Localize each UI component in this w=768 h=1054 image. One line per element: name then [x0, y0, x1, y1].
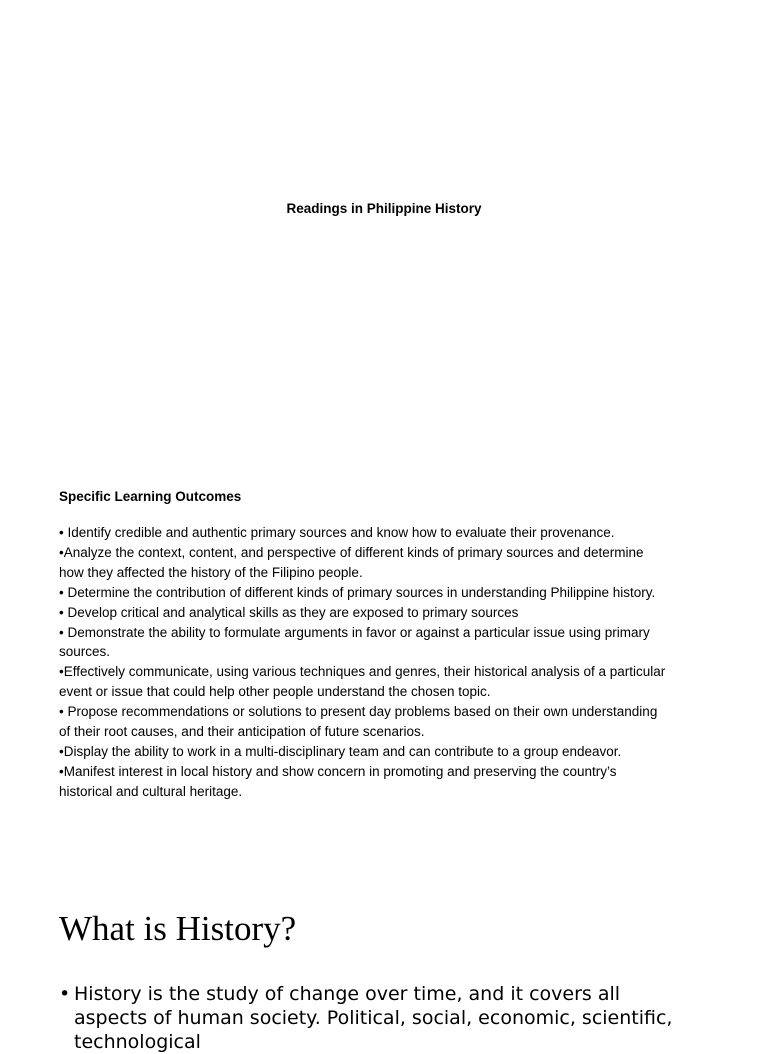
outcome-item: •Display the ability to work in a multi-disciplinary team and can contribute to a group endeavor.: [59, 743, 622, 759]
outcome-item: •Analyze the context, content, and perspective of different kinds of primary sources and determine how they affected the history of the Filipino people.: [59, 544, 644, 580]
document-title: Readings in Philippine History: [286, 201, 482, 216]
bullet-icon: •: [59, 983, 71, 1005]
section-heading: What is History?: [59, 909, 297, 948]
outcome-item: •Effectively communicate, using various techniques and genres, their historical analysis of a particular event or issue that could help other people understand the chosen topic.: [59, 664, 666, 700]
history-bullet-list: [59, 982, 699, 1054]
outcomes-heading: Specific Learning Outcomes: [59, 489, 242, 504]
history-bullet-item: [59, 982, 699, 1054]
outcomes-list: [59, 523, 719, 802]
outcome-item: • Identify credible and authentic primary sources and know how to evaluate their provenance.: [59, 525, 615, 540]
outcome-item: • Determine the contribution of different kinds of primary sources in understanding Philippine history.: [59, 584, 656, 600]
history-bullet-text: History is the study of change over time, and it covers all aspects of human society. Political, social, economic, scientific, technological: [74, 983, 673, 1053]
outcome-item: •Manifest interest in local history and show concern in promoting and preserving the country’s historical and cultural heritage.: [59, 763, 617, 799]
outcome-item: • Develop critical and analytical skills as they are exposed to primary sources: [59, 604, 519, 620]
outcome-item: • Demonstrate the ability to formulate arguments in favor or against a particular issue using primary sources.: [59, 624, 650, 660]
outcome-item: • Propose recommendations or solutions to present day problems based on their own understanding of their root causes, and their anticipation of future scenarios.: [59, 704, 658, 740]
